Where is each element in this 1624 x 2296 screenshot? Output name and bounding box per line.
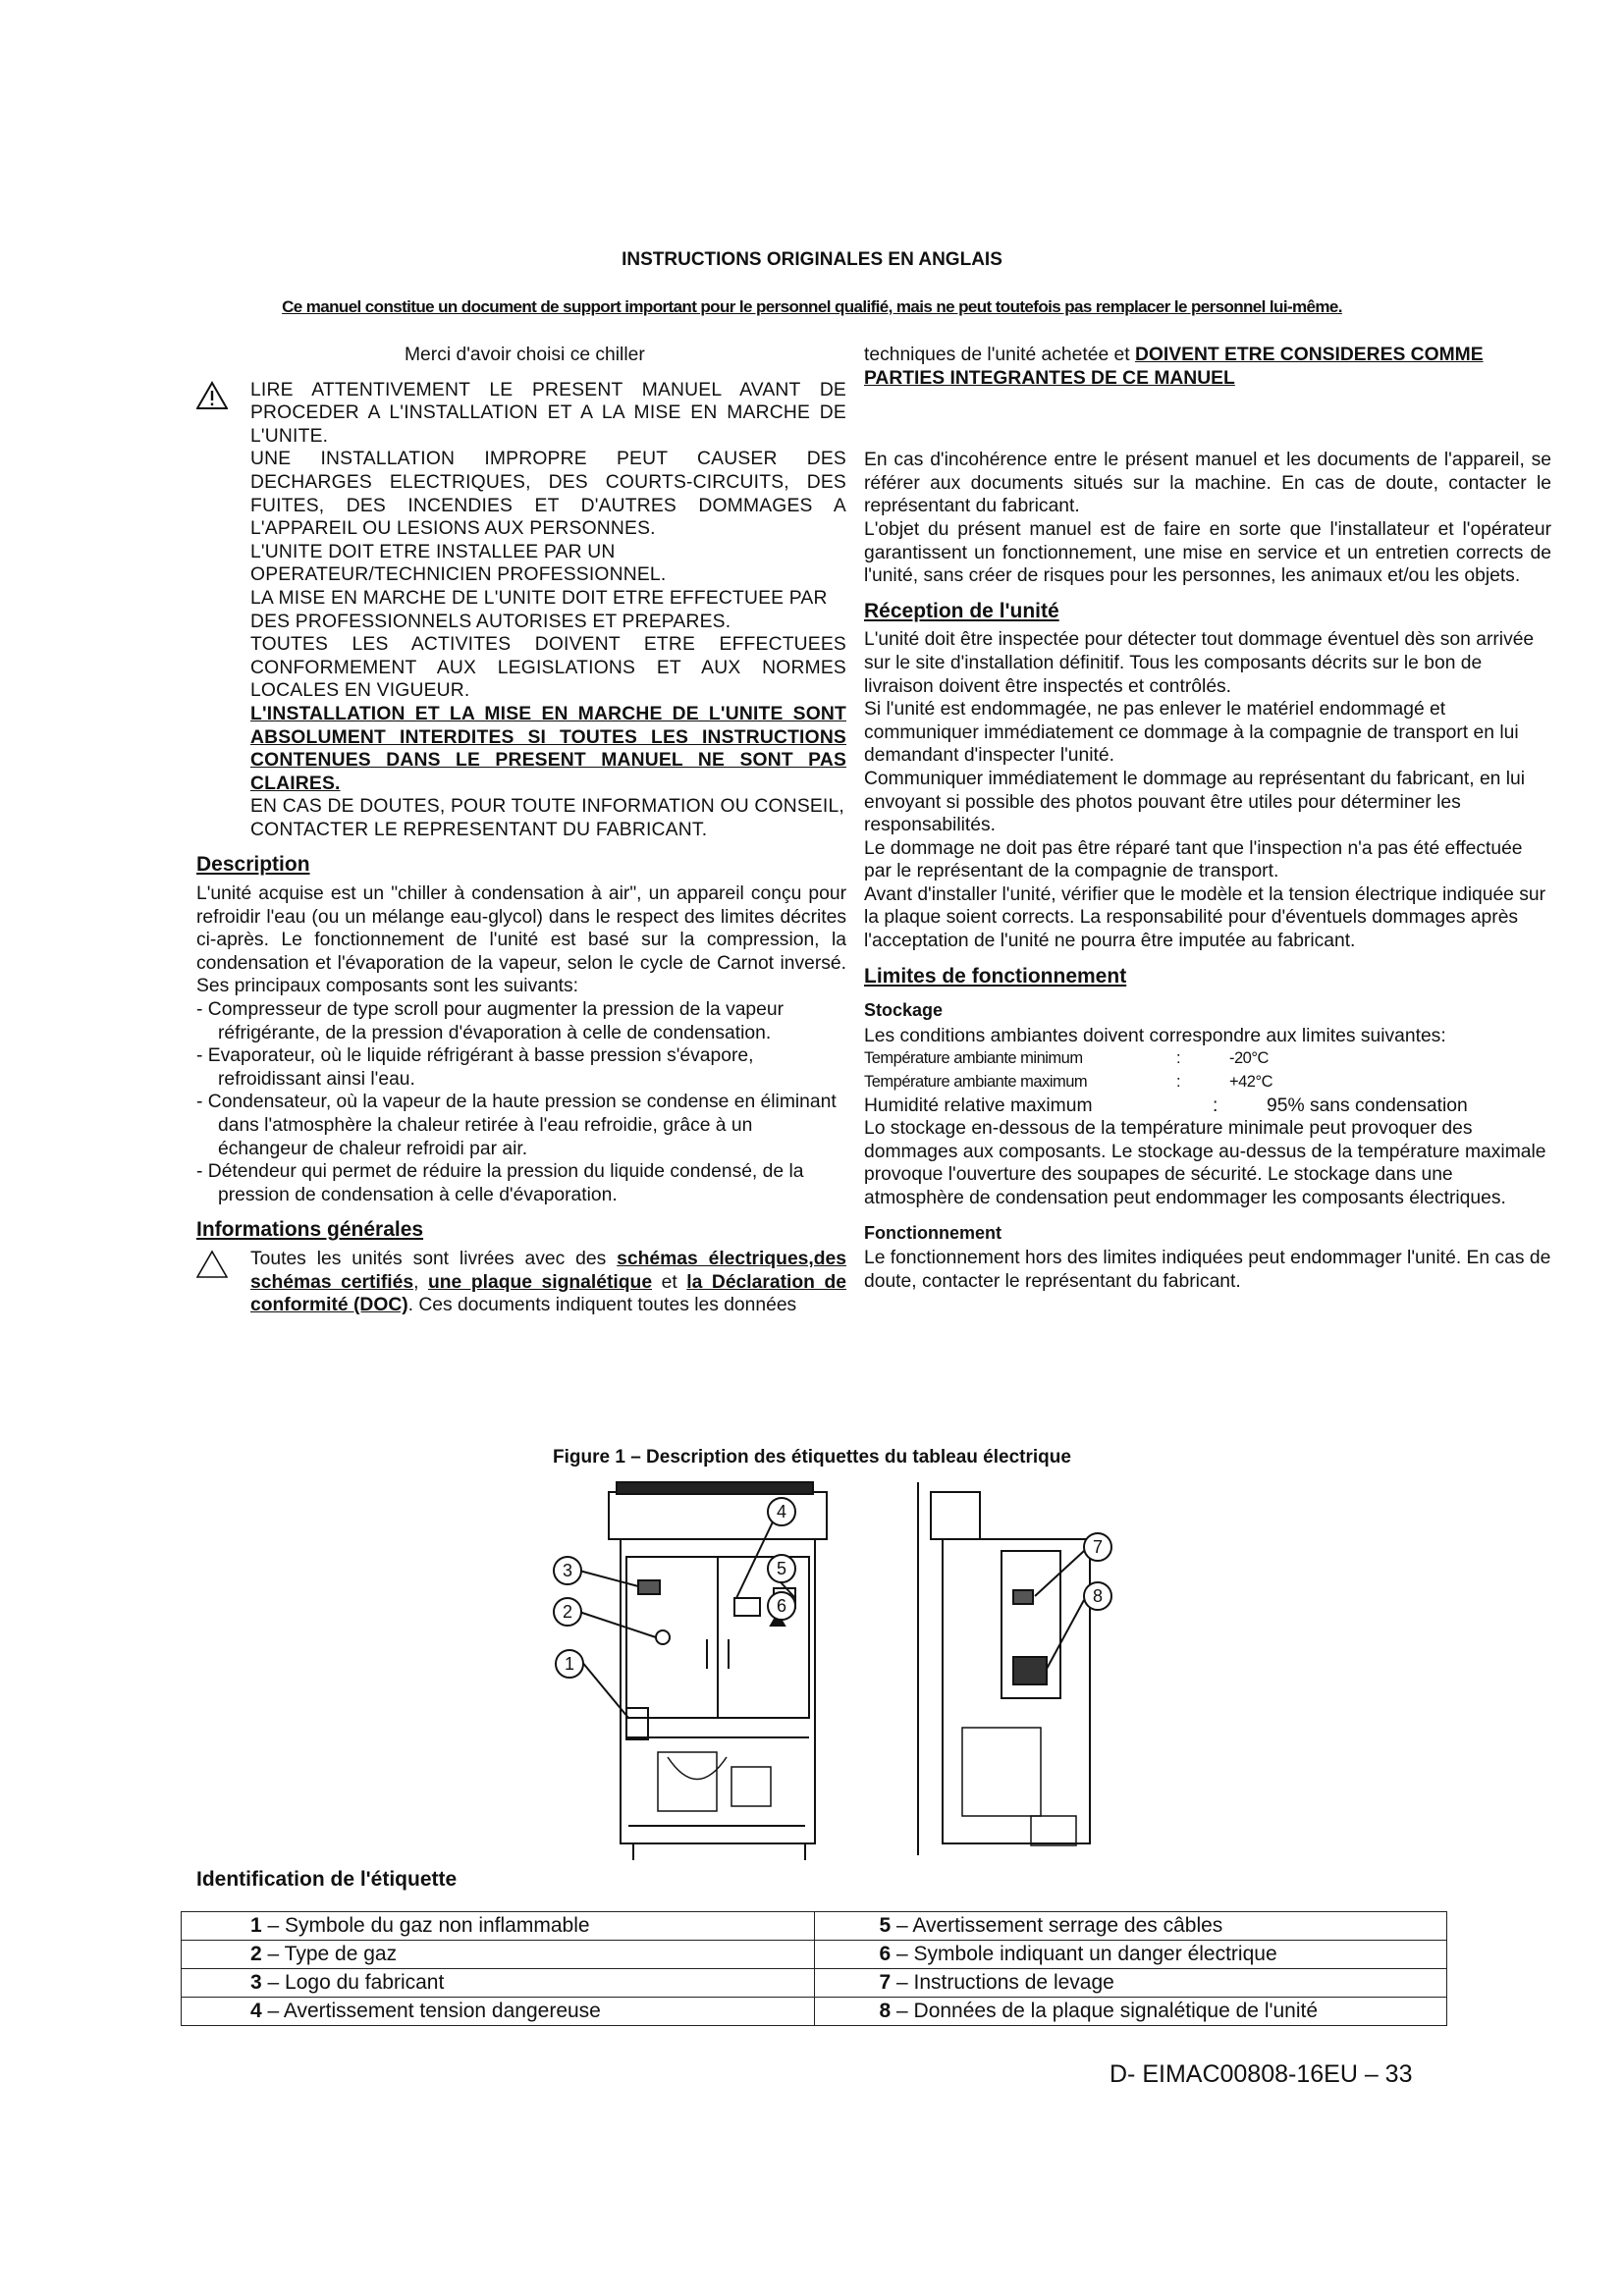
storage-sep: : — [1176, 1073, 1181, 1092]
reception-paragraph: L'unité doit être inspectée pour détecter tout dommage éventuel dès son arrivée sur le site d'installation définitif. Tous les composants décrits sur le bon de livraison doivent être inspectés et contrôlés. — [864, 629, 1535, 697]
label-description: – Symbole du gaz non inflammable — [261, 1914, 590, 1937]
identification-title: Identification de l'étiquette — [196, 1868, 458, 1891]
warning-line: EN CAS DE DOUTES, POUR TOUTE INFORMATION OU CONSEIL, CONTACTER LE REPRESENTANT DU FABRICANT. — [250, 796, 844, 840]
storage-label: Température ambiante maximum — [864, 1073, 1088, 1092]
warning-bold: L'INSTALLATION ET LA MISE EN MARCHE DE L'UNITE SONT ABSOLUMENT INTERDITES SI TOUTES LES INSTRUCTIONS CONTENUES DANS LE PRESENT MANUEL NE SONT PAS CLAIRES. — [250, 703, 846, 794]
figure-title: Figure 1 – Description des étiquettes du tableau électrique — [553, 1447, 1071, 1468]
doc-ref: la Déclaration de conformité (DOC) — [250, 1271, 846, 1316]
label-number: 7 — [879, 1971, 892, 1994]
label-number: 8 — [879, 2000, 892, 2022]
table-cell — [182, 1941, 815, 1969]
storage-sep: : — [1176, 1049, 1181, 1068]
component-item: - Détendeur qui permet de réduire la pression du liquide condensé, de la pression de condensation à celle d'évaporation. — [196, 1161, 804, 1205]
warning-triangle-icon — [196, 381, 228, 410]
table-cell — [814, 1941, 1447, 1969]
thanks-text: Merci d'avoir choisi ce chiller — [405, 345, 645, 365]
label-description: – Données de la plaque signalétique de l'unité — [891, 2000, 1319, 2022]
side-top — [931, 1492, 980, 1539]
warning-triangle-icon — [196, 1250, 228, 1279]
chiller-electrical-panel-figure — [511, 1472, 1237, 1875]
general-info-block — [196, 1248, 846, 1317]
warning-line: LIRE ATTENTIVEMENT LE PRESENT MANUEL AVANT DE PROCEDER A L'INSTALLATION ET A LA MISE EN MARCHE DE L'UNITE. — [250, 379, 846, 447]
separator: et — [652, 1271, 687, 1293]
gas-symbol-label — [626, 1708, 648, 1739]
storage-sep: : — [1213, 1095, 1218, 1116]
label-description: – Avertissement serrage des câbles — [891, 1914, 1223, 1937]
paragraph: En cas d'incohérence entre le présent manuel et les documents de l'appareil, se référer aux documents situés sur la machine. En cas de doute, contacter le représentant du fabricant. — [864, 450, 1551, 517]
table-row — [182, 1912, 1447, 1941]
callout-label: 4 — [776, 1502, 787, 1522]
callout-label: 5 — [776, 1559, 787, 1578]
unit-side — [943, 1539, 1090, 1843]
reception-paragraph: Si l'unité est endommagée, ne pas enlever le matériel endommagé et communiquer immédiatement ce dommage à la compagnie de transport en lui demandant d'inspecter l'unité. — [864, 699, 1519, 767]
storage-label: Température ambiante minimum — [864, 1049, 1083, 1068]
nameplate-label — [1013, 1657, 1047, 1684]
storage-row — [864, 1047, 1551, 1071]
operation-heading: Fonctionnement — [864, 1222, 1001, 1243]
table-cell — [814, 1998, 1447, 2026]
page-footer: D- EIMAC00808-16EU – 33 — [1110, 2060, 1413, 2088]
reception-paragraph: Le dommage ne doit pas être réparé tant que l'inspection n'a pas été effectuée par le représentant de la compagnie de transport. — [864, 837, 1523, 882]
operation-text: Le fonctionnement hors des limites indiquées peut endommager l'unité. En cas de doute, contacter le représentant du fabricant. — [864, 1248, 1551, 1292]
table-row — [182, 1969, 1447, 1998]
continuation-bold: DOIVENT ETRE CONSIDERES COMME PARTIES INTEGRANTES DE CE MANUEL — [864, 345, 1484, 389]
label-description: – Avertissement tension dangereuse — [261, 2000, 601, 2022]
component-item: - Evaporateur, où le liquide réfrigérant à basse pression s'évapore, refroidissant ainsi l'eau. — [196, 1045, 754, 1090]
storage-value: -20°C — [1229, 1049, 1269, 1068]
wiring-diagrams-ref: schémas électriques,des schémas certifiés — [250, 1248, 846, 1293]
callout-label: 1 — [564, 1654, 575, 1674]
storage-row — [864, 1071, 1551, 1095]
storage-value: 95% sans condensation — [1267, 1095, 1468, 1116]
callout-label: 2 — [562, 1602, 573, 1622]
reception-heading: Réception de l'unité — [864, 599, 1059, 622]
label-description: – Symbole indiquant un danger électrique — [891, 1943, 1277, 1965]
general-info-suffix: . Ces documents indiquent toutes les données — [407, 1295, 797, 1316]
description-heading: Description — [196, 853, 310, 877]
storage-text: Lo stockage en-dessous de la température minimale peut provoquer des dommages aux composants. Le stockage au-dessus de la température maximale provoque l'ouverture des soupapes de sécurité. Le stockage dans une atmosphère de condensation peut endommager les composants électriques. — [864, 1118, 1546, 1208]
left-column — [196, 344, 846, 1317]
fan-grille — [617, 1482, 813, 1494]
table-row — [182, 1998, 1447, 2026]
reception-paragraph: Avant d'installer l'unité, vérifier que le modèle et la tension électrique indiquée sur la plaque soient corrects. La responsabilité pour d'éventuels dommages après l'acceptation de l'unité ne pourra être imputée au fabricant. — [864, 883, 1546, 952]
table-cell — [182, 1969, 815, 1998]
table-cell — [182, 1998, 815, 2026]
callout-label: 6 — [776, 1596, 787, 1616]
warning-line: L'UNITE DOIT ETRE INSTALLEE PAR UN OPERATEUR/TECHNICIEN PROFESSIONNEL. — [250, 541, 667, 586]
label-number: 3 — [250, 1971, 262, 1994]
warning-line: LA MISE EN MARCHE DE L'UNITE DOIT ETRE EFFECTUEE PAR DES PROFESSIONNELS AUTORISES ET PREPARES. — [250, 587, 828, 632]
callout-label: 3 — [562, 1561, 573, 1580]
table-cell — [814, 1912, 1447, 1941]
table-cell — [182, 1912, 815, 1941]
lifting-label — [1013, 1590, 1033, 1604]
callout-label: 7 — [1092, 1537, 1104, 1557]
description-intro: L'unité acquise est un "chiller à condensation à air", un appareil conçu pour refroidir l'eau (ou un mélange eau-glycol) dans le respect des limites décrites ci-après. Le fonctionnement de l'unité est basé sur la compression, la condensation et l'évaporation de la vapeur, selon le cycle de Carnot inversé. Ses principaux composants sont les suivants: — [196, 883, 846, 997]
storage-row — [864, 1095, 1551, 1118]
warning-line: TOUTES LES ACTIVITES DOIVENT ETRE EFFECTUEES CONFORMEMENT AUX LEGISLATIONS ET AUX NORMES LOCALES EN VIGUEUR. — [250, 634, 846, 702]
label-description: – Instructions de levage — [891, 1971, 1114, 1994]
label-number: 5 — [879, 1914, 892, 1937]
component-item: - Compresseur de type scroll pour augmenter la pression de la vapeur réfrigérante, de la pression d'évaporation à celle de condensation. — [196, 999, 785, 1043]
identification-table — [181, 1911, 1447, 2026]
separator: , — [413, 1271, 428, 1293]
label-description: – Logo du fabricant — [261, 1971, 445, 1994]
gas-type-label — [656, 1630, 670, 1644]
storage-intro: Les conditions ambiantes doivent correspondre aux limites suivantes: — [864, 1025, 1446, 1046]
general-info-text — [250, 1248, 846, 1317]
component-item: - Condensateur, où la vapeur de la haute pression se condense en éliminant dans l'atmosphère la chaleur retirée à l'eau refroidie, grâce à un échangeur de chaleur refroidi par air. — [196, 1092, 837, 1159]
label-description: – Type de gaz — [261, 1943, 398, 1965]
voltage-warning-label — [734, 1598, 760, 1616]
storage-value: +42°C — [1229, 1073, 1273, 1092]
continuation-text — [864, 344, 1551, 390]
label-number: 1 — [250, 1914, 262, 1937]
table-cell — [814, 1969, 1447, 1998]
label-number: 6 — [879, 1943, 892, 1965]
warning-line: UNE INSTALLATION IMPROPRE PEUT CAUSER DES DECHARGES ELECTRIQUES, DES COURTS-CIRCUITS, DES FUITES, DES INCENDIES ET D'AUTRES DOMMAGES A L'APPAREIL OU LESIONS AUX PERSONNES. — [250, 449, 846, 540]
callout-label: 8 — [1092, 1586, 1104, 1606]
manufacturer-logo-label — [638, 1580, 660, 1594]
warning-block — [196, 379, 846, 842]
right-column — [864, 344, 1551, 1293]
storage-heading: Stockage — [864, 1000, 944, 1021]
table-row — [182, 1941, 1447, 1969]
nameplate-ref: une plaque signalétique — [428, 1271, 653, 1293]
label-number: 4 — [250, 2000, 262, 2022]
label-number: 2 — [250, 1943, 262, 1965]
header-note: Ce manuel constitue un document de support important pour le personnel qualifié, mais ne peut toutefois pas remplacer le personnel lui-même. — [282, 297, 1342, 316]
document-title: INSTRUCTIONS ORIGINALES EN ANGLAIS — [622, 249, 1002, 270]
reception-paragraph: Communiquer immédiatement le dommage au représentant du fabricant, en lui envoyant si possible des photos pouvant être utiles pour déterminer les responsabilités. — [864, 768, 1526, 836]
paragraph: L'objet du présent manuel est de faire en sorte que l'installateur et l'opérateur garantissent un fonctionnement, une mise en service et un entretien corrects de l'unité, sans créer de risques pour les personnes, les animaux et/ou les objets. — [864, 518, 1551, 587]
continuation-plain: techniques de l'unité achetée et — [864, 345, 1135, 365]
general-info-prefix: Toutes les unités sont livrées avec des — [250, 1248, 618, 1269]
general-info-heading: Informations générales — [196, 1218, 424, 1242]
storage-label: Humidité relative maximum — [864, 1095, 1093, 1116]
limits-heading: Limites de fonctionnement — [864, 964, 1127, 988]
